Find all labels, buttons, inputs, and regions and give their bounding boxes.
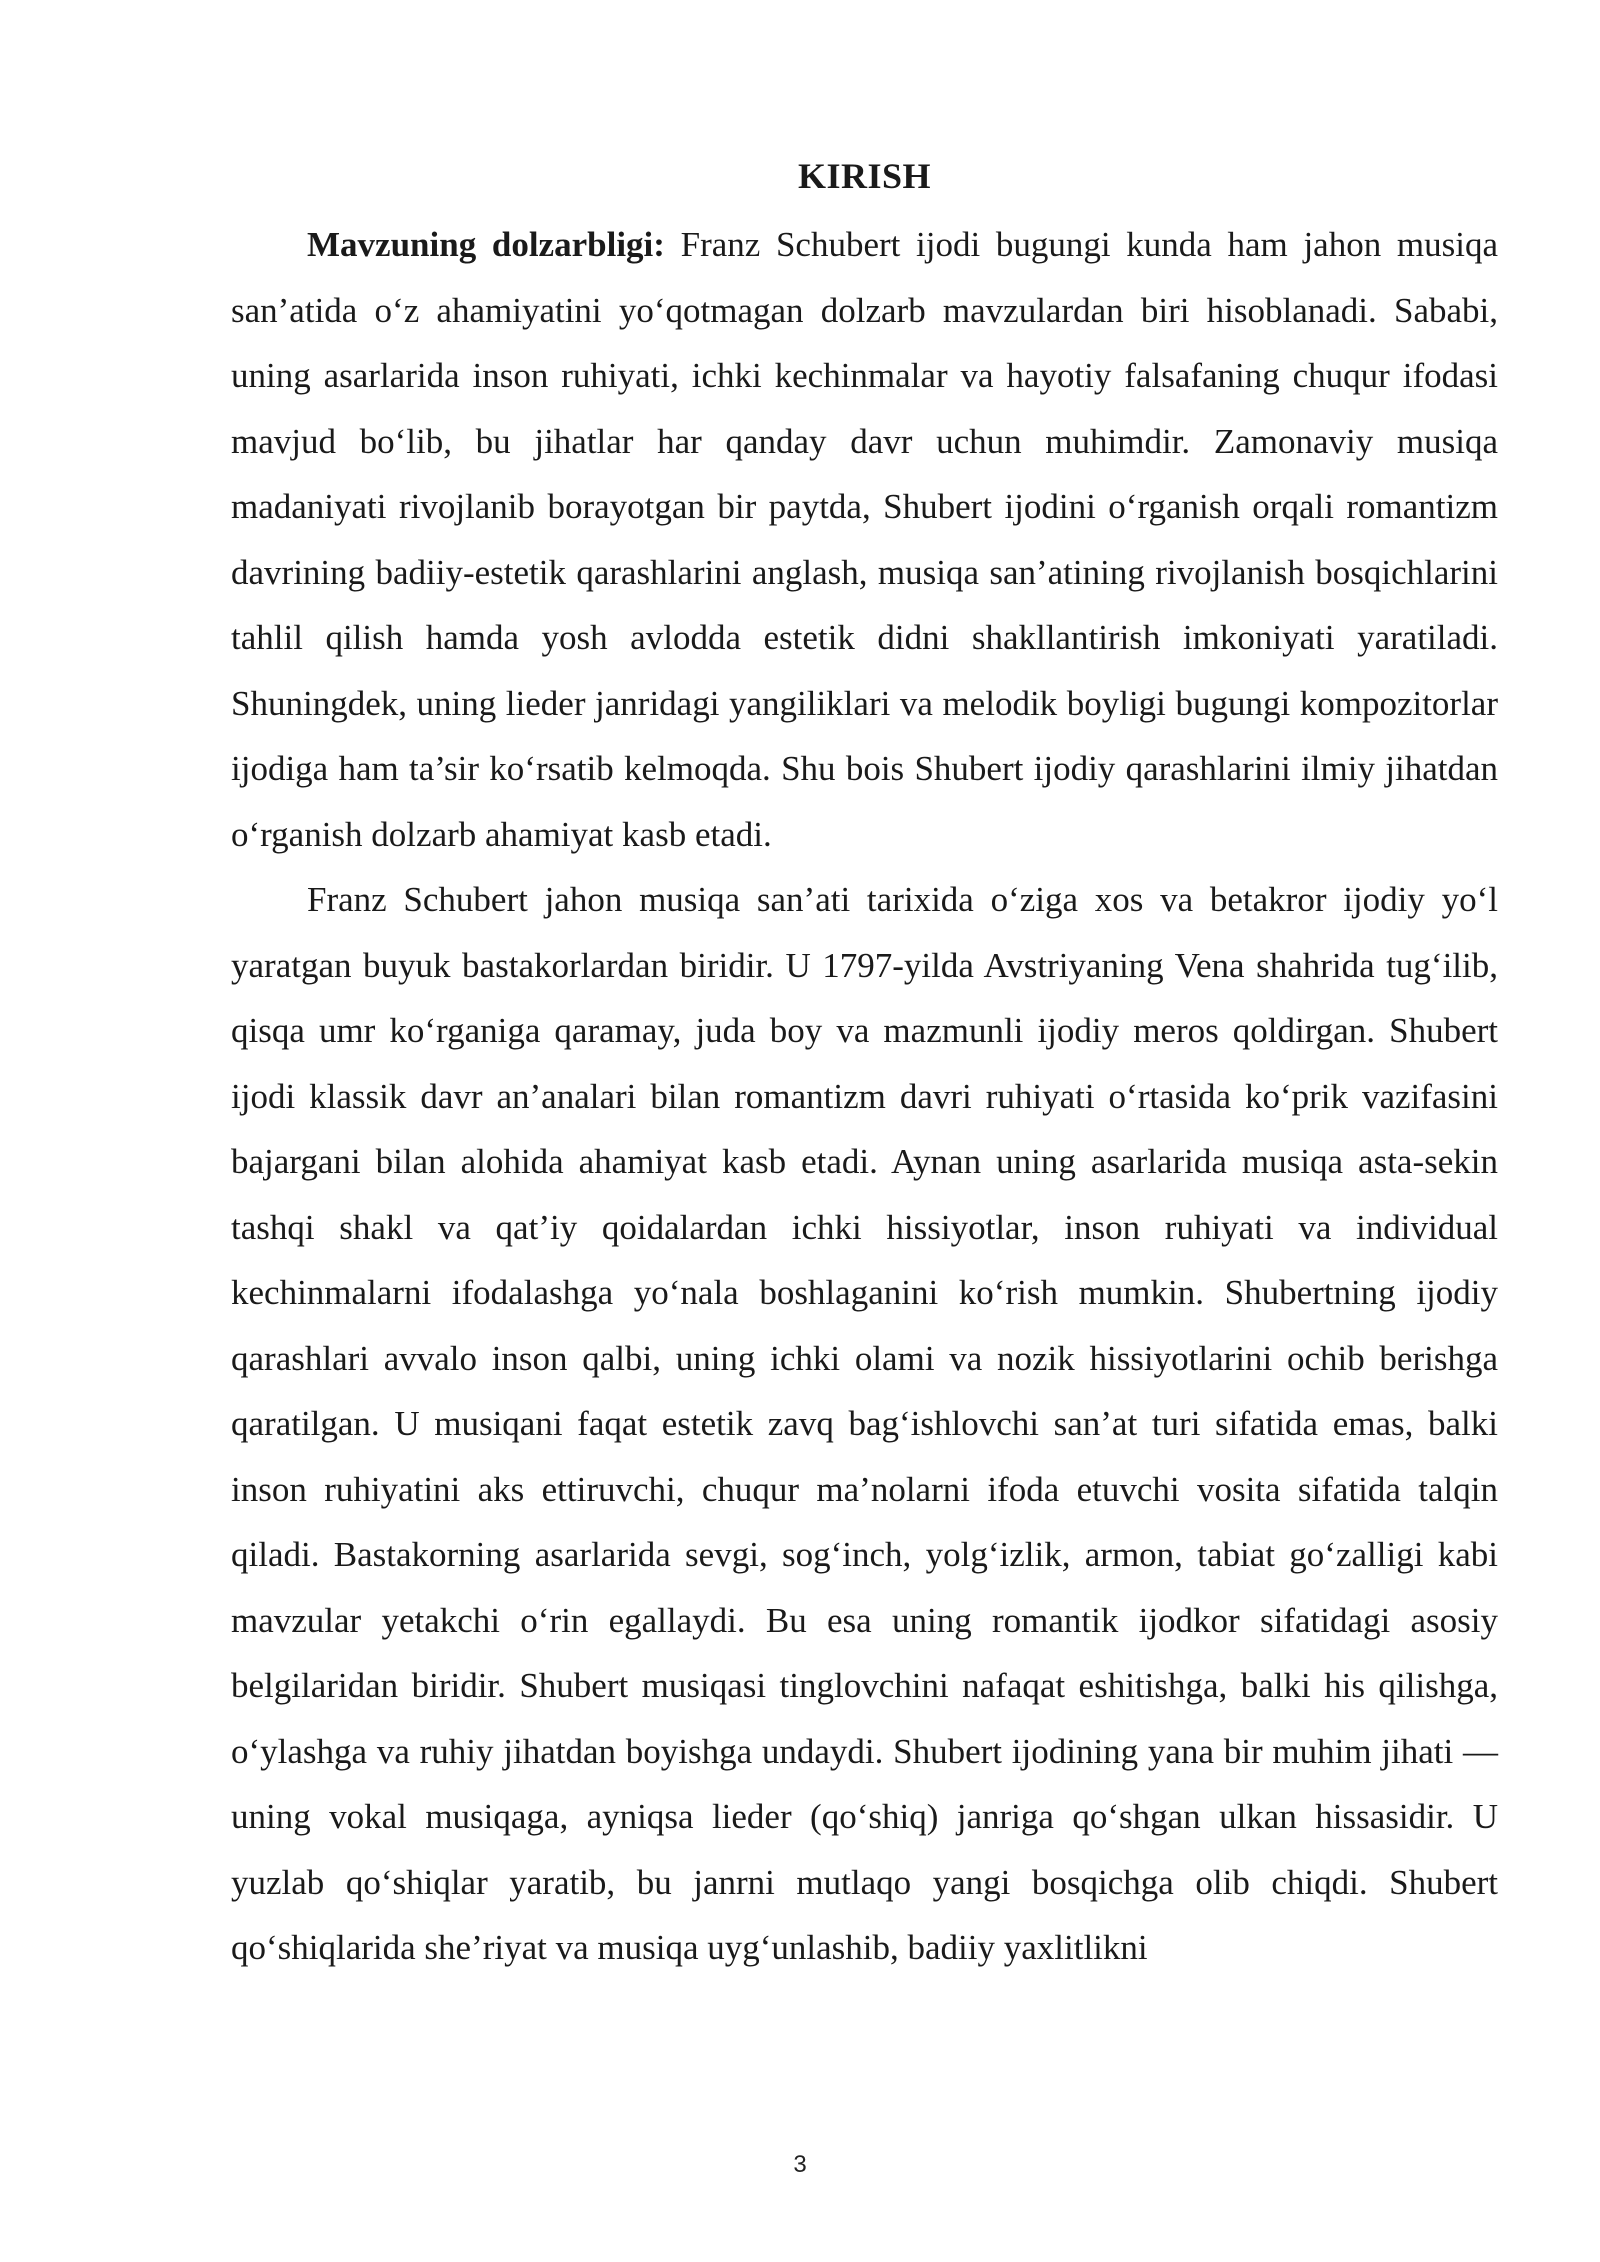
paragraph-lead: Mavzuning dolzarbligi: bbox=[307, 225, 665, 264]
paragraph-text: Franz Schubert jahon musiqa san’ati tarixida o‘ziga xos va betakror ijodiy yo‘l yaratgan buyuk bastakorlardan biridir. U 1797-yilda Avstriyaning Vena shahrida tug‘ilib, qisqa umr ko‘rganiga qaramay, juda boy va mazmunli ijodiy meros qoldirgan. Shubert ijodi klassik davr an’analari bilan romantizm davri ruhiyati o‘rtasida ko‘prik vazifasini bajargani bilan alohida ahamiyat kasb etadi. Aynan uning asarlarida musiqa asta-sekin tashqi shakl va qat’iy qoidalardan ichki hissiyotlar, inson ruhiyati va individual kechinmalarni ifodalashga yo‘nala boshlaganini ko‘rish mumkin. Shubertning ijodiy qarashlari avvalo inson qalbi, uning ichki olami va nozik hissiyotlarini ochib berishga qaratilgan. U musiqani faqat estetik zavq bag‘ishlovchi san’at turi sifatida emas, balki inson ruhiyatini aks ettiruvchi, chuqur ma’nolarni ifoda etuvchi vosita sifatida talqin qiladi. Bastakorning asarlarida sevgi, sog‘inch, yolg‘izlik, armon, tabiat go‘zalligi kabi mavzular yetakchi o‘rin egallaydi. Bu esa uning romantik ijodkor sifatidagi asosiy belgilaridan biridir. Shubert musiqasi tinglovchini nafaqat eshitishga, balki his qilishga, o‘ylashga va ruhiy jihatdan boyishga undaydi. Shubert ijodining yana bir muhim jihati — uning vokal musiqaga, ayniqsa lieder (qo‘shiq) janriga qo‘shgan ulkan hissasidir. U yuzlab qo‘shiqlar yaratib, bu janrni mutlaqo yangi bosqichga olib chiqdi. Shubert qo‘shiqlarida she’riyat va musiqa uyg‘unlashib, badiiy yaxlitlikni bbox=[231, 880, 1498, 1967]
paragraph-relevance bbox=[231, 212, 1498, 867]
page-number: 3 bbox=[793, 2151, 807, 2178]
paragraph-body bbox=[231, 867, 1498, 1981]
paragraph-text: Franz Schubert ijodi bugungi kunda ham jahon musiqa san’atida o‘z ahamiyatini yo‘qotmagan dolzarb mavzulardan biri hisoblanadi. Sababi, uning asarlarida inson ruhiyati, ichki kechinmalar va hayotiy falsafaning chuqur ifodasi mavjud bo‘lib, bu jihatlar har qanday davr uchun muhimdir. Zamonaviy musiqa madaniyati rivojlanib borayotgan bir paytda, Shubert ijodini o‘rganish orqali romantizm davrining badiiy-estetik qarashlarini anglash, musiqa san’atining rivojlanish bosqichlarini tahlil qilish hamda yosh avlodda estetik didni shakllantirish imkoniyati yaratiladi. Shuningdek, uning lieder janridagi yangiliklari va melodik boyligi bugungi kompozitorlar ijodiga ham ta’sir ko‘rsatib kelmoqda. Shu bois Shubert ijodiy qarashlarini ilmiy jihatdan o‘rganish dolzarb ahamiyat kasb etadi. bbox=[231, 225, 1498, 854]
section-heading: KIRISH bbox=[797, 156, 932, 196]
page-content bbox=[231, 146, 1498, 1981]
